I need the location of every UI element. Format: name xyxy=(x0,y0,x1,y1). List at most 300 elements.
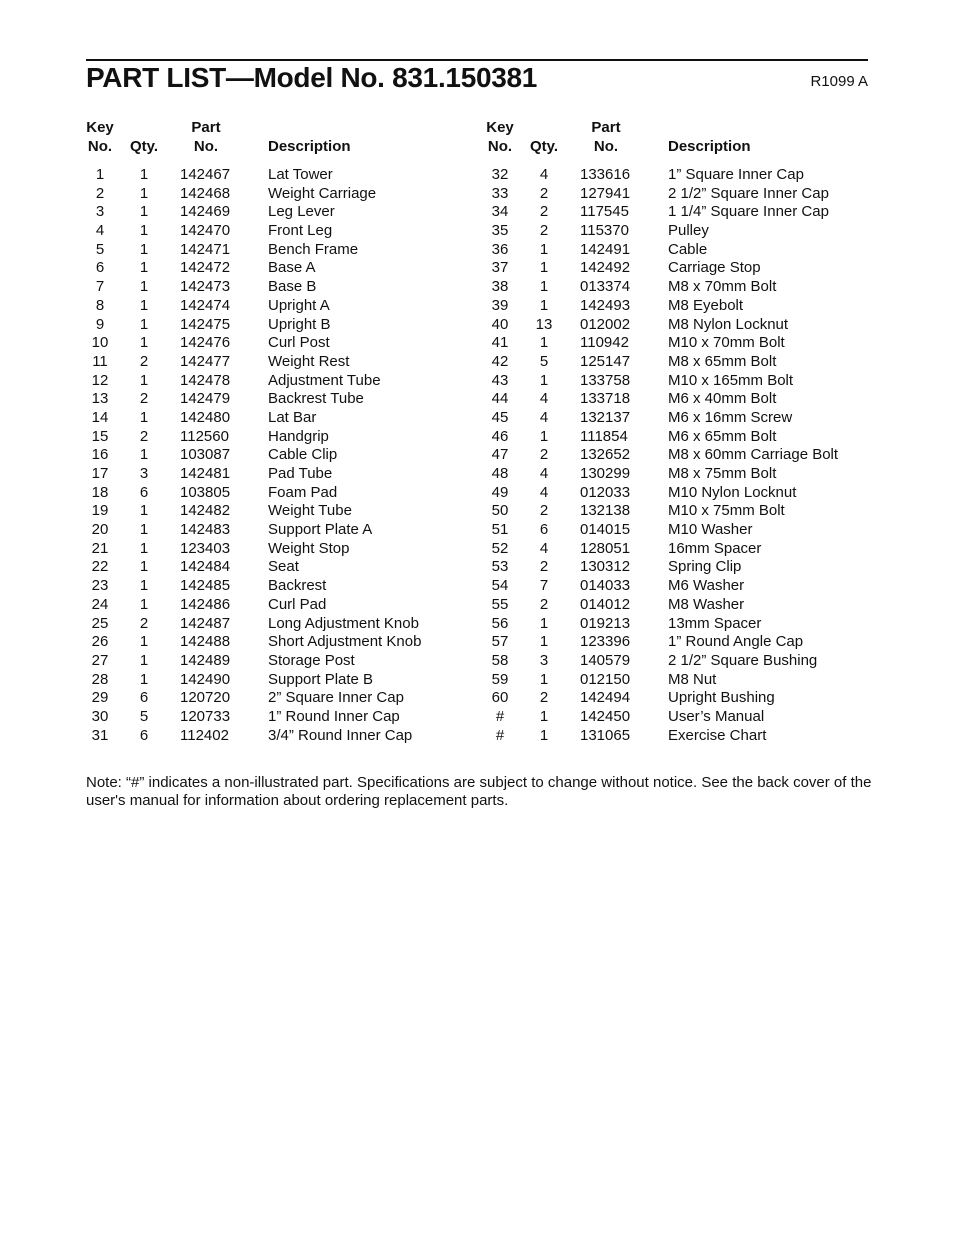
quantity: 1 xyxy=(539,240,549,258)
key-number: 58 xyxy=(491,651,509,669)
part-description: Backrest xyxy=(268,577,327,595)
key-number: 29 xyxy=(91,689,109,707)
quantity: 1 xyxy=(539,259,549,277)
part-number: 142487 xyxy=(180,614,231,632)
part-number: 133758 xyxy=(580,371,631,389)
quantity: 3 xyxy=(139,465,149,482)
quantity: 5 xyxy=(539,352,549,370)
part-description: Cable xyxy=(668,240,708,258)
table-row xyxy=(86,558,476,577)
quantity: 2 xyxy=(139,352,149,370)
quantity: 7 xyxy=(539,577,549,595)
table-row xyxy=(86,446,476,465)
part-number: 014012 xyxy=(580,595,631,613)
part-description: Bench Frame xyxy=(268,240,359,258)
key-number: 43 xyxy=(491,371,509,389)
part-number: 142489 xyxy=(180,651,231,669)
table-row xyxy=(486,727,876,746)
table-row xyxy=(86,166,476,185)
page-title: PART LIST—Model No. 831.150381 xyxy=(86,62,538,93)
header-key-top: Key xyxy=(486,119,514,136)
part-description: Weight Stop xyxy=(268,539,350,557)
table-row xyxy=(86,577,476,596)
table-row xyxy=(86,652,476,671)
key-number: 21 xyxy=(91,539,109,557)
part-number: 019213 xyxy=(580,614,631,632)
part-number: 012033 xyxy=(580,483,631,501)
part-number: 112560 xyxy=(180,427,229,445)
quantity: 1 xyxy=(139,315,149,333)
table-row xyxy=(86,334,476,353)
table-row xyxy=(486,353,876,372)
quantity: 1 xyxy=(539,278,549,296)
quantity: 1 xyxy=(539,334,549,352)
part-number: 142471 xyxy=(180,240,231,258)
key-number: 3 xyxy=(95,203,105,221)
table-row xyxy=(86,727,476,746)
quantity: 2 xyxy=(539,184,549,202)
quantity: 6 xyxy=(139,483,149,501)
table-row xyxy=(486,297,876,316)
quantity: 1 xyxy=(539,371,549,389)
quantity: 4 xyxy=(539,390,549,408)
key-number: 24 xyxy=(91,595,109,613)
table-row xyxy=(86,465,476,484)
quantity: 1 xyxy=(139,521,149,539)
quantity: 1 xyxy=(539,614,549,632)
quantity: 1 xyxy=(139,577,149,595)
table-row xyxy=(486,372,876,391)
key-number: 40 xyxy=(491,315,509,333)
key-number: 37 xyxy=(491,259,509,277)
quantity: 4 xyxy=(539,408,549,426)
key-number: 55 xyxy=(491,595,509,613)
quantity: 1 xyxy=(539,633,549,651)
part-number: 142486 xyxy=(180,595,231,613)
key-number: 23 xyxy=(91,577,109,595)
table-row xyxy=(86,596,476,615)
quantity: 1 xyxy=(139,240,149,258)
table-row xyxy=(486,278,876,297)
part-number: 142468 xyxy=(180,184,231,202)
header-key-bottom: No. xyxy=(487,138,513,155)
table-row xyxy=(486,446,876,465)
key-number: 47 xyxy=(491,446,509,464)
part-number: 132652 xyxy=(580,446,631,464)
table-row xyxy=(86,278,476,297)
table-header xyxy=(486,118,876,164)
key-number: 4 xyxy=(95,222,105,240)
table-row xyxy=(86,615,476,634)
part-number: 014033 xyxy=(580,577,631,595)
key-number: 25 xyxy=(91,614,109,632)
table-header xyxy=(86,118,476,164)
part-description: Seat xyxy=(268,558,299,576)
header-part-bottom: No. xyxy=(193,138,219,155)
table-row xyxy=(86,633,476,652)
part-number: 125147 xyxy=(580,352,631,370)
part-description: Short Adjustment Knob xyxy=(268,633,422,651)
key-number: 56 xyxy=(491,614,509,632)
part-number: 127941 xyxy=(580,184,631,202)
part-description: Front Leg xyxy=(268,222,333,240)
quantity: 1 xyxy=(139,203,149,221)
table-row xyxy=(86,428,476,447)
header-qty: Qty. xyxy=(130,138,159,155)
quantity: 2 xyxy=(139,614,149,632)
part-description: 2 1/2” Square Bushing xyxy=(668,651,818,669)
part-number: 142485 xyxy=(180,577,231,595)
part-description: Pad Tube xyxy=(268,465,333,482)
key-number: 13 xyxy=(91,390,109,408)
part-description: 16mm Spacer xyxy=(668,539,762,557)
part-number: 142484 xyxy=(180,558,231,576)
key-number: 10 xyxy=(91,334,109,352)
table-row xyxy=(86,203,476,222)
part-description: Handgrip xyxy=(268,427,329,445)
quantity: 6 xyxy=(139,689,149,707)
part-number: 014015 xyxy=(580,521,631,539)
quantity: 1 xyxy=(139,446,149,464)
part-number: 103087 xyxy=(180,446,231,464)
part-number: 142479 xyxy=(180,390,231,408)
part-number: 012002 xyxy=(580,315,631,333)
quantity: 4 xyxy=(539,483,549,501)
key-number: 49 xyxy=(491,483,509,501)
table-row xyxy=(486,484,876,503)
table-row xyxy=(86,372,476,391)
part-description: M8 Eyebolt xyxy=(668,296,744,314)
part-number: 142490 xyxy=(180,670,231,688)
part-description: Carriage Stop xyxy=(668,259,761,277)
table-row xyxy=(486,185,876,204)
revision-code: R1099 A xyxy=(810,73,868,90)
part-number: 115370 xyxy=(580,222,629,240)
part-number: 132138 xyxy=(580,502,631,520)
table-row xyxy=(486,540,876,559)
key-number: 22 xyxy=(91,558,109,576)
quantity: 1 xyxy=(139,595,149,613)
part-description: 13mm Spacer xyxy=(668,614,762,632)
part-description: M6 x 40mm Bolt xyxy=(668,390,777,408)
part-description: M6 x 65mm Bolt xyxy=(668,427,777,445)
quantity: 1 xyxy=(139,670,149,688)
table-row xyxy=(86,297,476,316)
part-number: 142483 xyxy=(180,521,231,539)
table-row xyxy=(86,540,476,559)
part-description: Cable Clip xyxy=(268,446,338,464)
header-description: Description xyxy=(268,138,351,155)
quantity: 1 xyxy=(139,408,149,426)
part-number: 130312 xyxy=(580,558,631,576)
key-number: 54 xyxy=(491,577,509,595)
table-row xyxy=(486,390,876,409)
quantity: 2 xyxy=(539,446,549,464)
part-description: Upright B xyxy=(268,315,331,333)
quantity: 4 xyxy=(539,166,549,183)
key-number: 8 xyxy=(95,296,105,314)
header-key-bottom: No. xyxy=(87,138,113,155)
key-number: 45 xyxy=(491,408,509,426)
part-description: 1 1/4” Square Inner Cap xyxy=(668,203,829,221)
table-row xyxy=(486,596,876,615)
part-number: 130299 xyxy=(580,465,631,482)
quantity: 1 xyxy=(139,278,149,296)
key-number: 31 xyxy=(91,726,109,744)
part-number: 123396 xyxy=(580,633,631,651)
part-description: M10 x 75mm Bolt xyxy=(668,502,785,520)
table-row xyxy=(486,502,876,521)
part-description: M8 x 70mm Bolt xyxy=(668,278,777,296)
key-number: 30 xyxy=(91,707,109,725)
header-description: Description xyxy=(668,138,751,155)
table-row xyxy=(486,708,876,727)
part-number: 142473 xyxy=(180,278,231,296)
key-number: 41 xyxy=(491,334,509,352)
quantity: 2 xyxy=(539,558,549,576)
part-description: Lat Bar xyxy=(268,408,317,426)
key-number: 5 xyxy=(95,240,105,258)
part-number: 142476 xyxy=(180,334,231,352)
part-description: Foam Pad xyxy=(268,483,338,501)
table-row xyxy=(86,708,476,727)
quantity: 1 xyxy=(539,427,549,445)
quantity: 1 xyxy=(139,184,149,202)
key-number: 53 xyxy=(491,558,509,576)
key-number: 7 xyxy=(95,278,105,296)
part-description: M8 x 75mm Bolt xyxy=(668,465,777,482)
key-number: 32 xyxy=(491,166,509,183)
part-number: 142492 xyxy=(580,259,631,277)
table-row xyxy=(486,334,876,353)
quantity: 2 xyxy=(539,689,549,707)
part-description: Storage Post xyxy=(268,651,355,669)
key-number: 26 xyxy=(91,633,109,651)
table-row xyxy=(86,316,476,335)
part-number: 142493 xyxy=(580,296,631,314)
part-description: M8 Nut xyxy=(668,670,717,688)
table-row xyxy=(86,484,476,503)
key-number: 33 xyxy=(491,184,509,202)
part-description: Leg Lever xyxy=(268,203,335,221)
key-number: 19 xyxy=(91,502,109,520)
key-number: 34 xyxy=(491,203,509,221)
part-number: 133718 xyxy=(580,390,631,408)
part-number: 142494 xyxy=(580,689,631,707)
table-rows-right xyxy=(486,166,876,745)
part-description: Base A xyxy=(268,259,316,277)
part-description: M8 Washer xyxy=(668,595,745,613)
part-number: 142472 xyxy=(180,259,231,277)
key-number: 35 xyxy=(491,222,509,240)
table-row xyxy=(86,222,476,241)
key-number: 42 xyxy=(491,352,509,370)
key-number: 12 xyxy=(91,371,109,389)
part-number: 142470 xyxy=(180,222,231,240)
part-number: 131065 xyxy=(580,726,631,744)
part-number: 117545 xyxy=(580,203,629,221)
part-number: 142474 xyxy=(180,296,231,314)
key-number: 15 xyxy=(91,427,109,445)
part-description: M6 x 16mm Screw xyxy=(668,408,793,426)
part-description: M8 x 60mm Carriage Bolt xyxy=(668,446,839,464)
part-number: 142450 xyxy=(580,707,631,725)
key-number: 59 xyxy=(491,670,509,688)
quantity: 2 xyxy=(539,222,549,240)
key-number: # xyxy=(495,726,505,744)
part-number: 132137 xyxy=(580,408,631,426)
quantity: 2 xyxy=(539,203,549,221)
footnote: Note: “#” indicates a non-illustrated part. Specifications are subject to change without notice. See the back cover of the user's manual for information about ordering replacement parts. xyxy=(86,774,872,809)
part-description: Support Plate A xyxy=(268,521,373,539)
part-description: Curl Pad xyxy=(268,595,327,613)
part-description: Lat Tower xyxy=(268,166,333,183)
quantity: 1 xyxy=(139,371,149,389)
key-number: 36 xyxy=(491,240,509,258)
quantity: 3 xyxy=(539,651,549,669)
table-row xyxy=(86,259,476,278)
key-number: 60 xyxy=(491,689,509,707)
key-number: # xyxy=(495,707,505,725)
part-description: M10 x 70mm Bolt xyxy=(668,334,785,352)
part-description: Base B xyxy=(268,278,317,296)
quantity: 1 xyxy=(139,222,149,240)
key-number: 11 xyxy=(92,352,108,370)
key-number: 51 xyxy=(491,521,509,539)
parts-table-left xyxy=(86,118,476,744)
quantity: 2 xyxy=(139,427,149,445)
table-row xyxy=(486,577,876,596)
quantity: 1 xyxy=(539,726,549,744)
part-description: M10 x 165mm Bolt xyxy=(668,371,794,389)
key-number: 38 xyxy=(491,278,509,296)
part-description: Weight Rest xyxy=(268,352,350,370)
key-number: 57 xyxy=(491,633,509,651)
part-description: Weight Carriage xyxy=(268,184,377,202)
table-row xyxy=(86,502,476,521)
part-description: 1” Square Inner Cap xyxy=(668,166,804,183)
key-number: 52 xyxy=(491,539,509,557)
key-number: 28 xyxy=(91,670,109,688)
part-description: 2 1/2” Square Inner Cap xyxy=(668,184,829,202)
quantity: 1 xyxy=(139,259,149,277)
quantity: 6 xyxy=(539,521,549,539)
part-description: Exercise Chart xyxy=(668,726,767,744)
part-description: Pulley xyxy=(668,222,709,240)
part-description: M8 Nylon Locknut xyxy=(668,315,789,333)
part-number: 103805 xyxy=(180,483,231,501)
key-number: 6 xyxy=(95,259,105,277)
quantity: 1 xyxy=(139,633,149,651)
part-description: M10 Washer xyxy=(668,521,753,539)
part-number: 140579 xyxy=(580,651,631,669)
quantity: 1 xyxy=(539,296,549,314)
parts-table-right xyxy=(486,118,876,744)
table-row xyxy=(486,428,876,447)
table-row xyxy=(486,203,876,222)
key-number: 17 xyxy=(91,465,109,482)
table-row xyxy=(486,671,876,690)
table-row xyxy=(486,689,876,708)
table-row xyxy=(486,316,876,335)
table-row xyxy=(486,465,876,484)
key-number: 46 xyxy=(491,427,509,445)
part-description: Upright A xyxy=(268,296,330,314)
part-number: 111854 xyxy=(580,427,628,445)
table-row xyxy=(86,671,476,690)
part-number: 142467 xyxy=(180,166,231,183)
key-number: 18 xyxy=(91,483,109,501)
part-description: 1” Round Inner Cap xyxy=(268,707,400,725)
part-number: 123403 xyxy=(180,539,231,557)
key-number: 44 xyxy=(491,390,509,408)
part-description: M10 Nylon Locknut xyxy=(668,483,797,501)
part-description: Upright Bushing xyxy=(668,689,775,707)
table-row xyxy=(486,241,876,260)
part-number: 112402 xyxy=(180,726,229,744)
quantity: 4 xyxy=(539,465,549,482)
table-row xyxy=(86,353,476,372)
part-description: Curl Post xyxy=(268,334,330,352)
key-number: 48 xyxy=(491,465,509,482)
table-rows-left xyxy=(86,166,476,745)
quantity: 2 xyxy=(539,502,549,520)
key-number: 27 xyxy=(91,651,109,669)
table-row xyxy=(86,409,476,428)
key-number: 39 xyxy=(491,296,509,314)
key-number: 50 xyxy=(491,502,509,520)
quantity: 1 xyxy=(139,651,149,669)
part-description: M6 Washer xyxy=(668,577,745,595)
quantity: 1 xyxy=(139,539,149,557)
part-number: 013374 xyxy=(580,278,631,296)
part-number: 142481 xyxy=(180,465,231,482)
quantity: 1 xyxy=(139,166,149,183)
table-row xyxy=(486,615,876,634)
part-description: M8 x 65mm Bolt xyxy=(668,352,777,370)
part-number: 142469 xyxy=(180,203,231,221)
part-description: User’s Manual xyxy=(668,707,765,725)
quantity: 4 xyxy=(539,539,549,557)
key-number: 16 xyxy=(91,446,109,464)
table-row xyxy=(86,390,476,409)
part-description: Support Plate B xyxy=(268,670,374,688)
part-description: Backrest Tube xyxy=(268,390,364,408)
key-number: 14 xyxy=(91,408,109,426)
table-row xyxy=(486,222,876,241)
table-row xyxy=(86,241,476,260)
key-number: 9 xyxy=(95,315,105,333)
part-number: 133616 xyxy=(580,166,631,183)
part-number: 120733 xyxy=(180,707,231,725)
part-number: 012150 xyxy=(580,670,631,688)
quantity: 1 xyxy=(139,296,149,314)
part-number: 142478 xyxy=(180,371,231,389)
part-number: 142488 xyxy=(180,633,231,651)
header-key-top: Key xyxy=(86,119,114,136)
part-description: Weight Tube xyxy=(268,502,352,520)
quantity: 5 xyxy=(139,707,149,725)
quantity: 2 xyxy=(539,595,549,613)
key-number: 1 xyxy=(95,166,105,183)
part-description: Adjustment Tube xyxy=(268,371,381,389)
quantity: 1 xyxy=(139,334,149,352)
table-row xyxy=(486,558,876,577)
header-part-top: Part xyxy=(591,119,621,136)
key-number: 20 xyxy=(91,521,109,539)
part-number: 120720 xyxy=(180,689,231,707)
table-row xyxy=(86,185,476,204)
